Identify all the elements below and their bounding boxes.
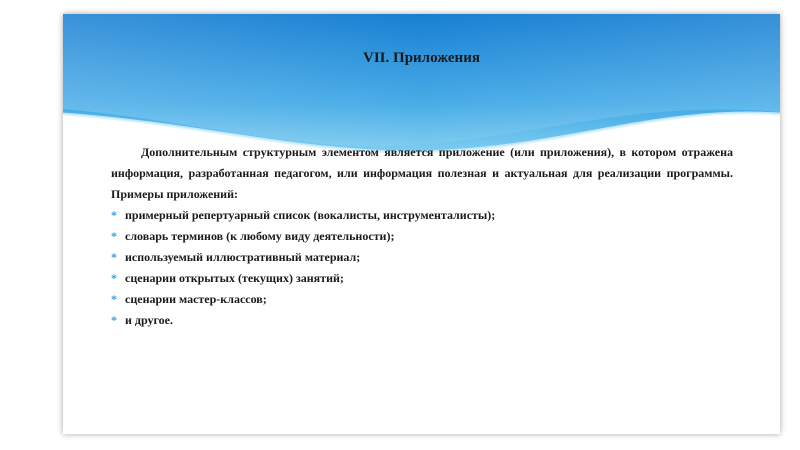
intro-paragraph: Дополнительным структурным элементом является приложение (или приложения), в котором отражена информация, разработанная педагогом, или информация полезная и актуальная для реализации программы. Примеры приложений: — [111, 145, 733, 201]
slide-title: VII. Приложения — [363, 50, 480, 66]
slide-content — [111, 142, 733, 331]
star-bullet-icon: * — [111, 208, 117, 222]
star-bullet-icon: * — [111, 292, 117, 306]
star-bullet-icon: * — [111, 271, 117, 285]
star-bullet-icon: * — [111, 250, 117, 264]
list-item: * сценарии открытых (текущих) занятий; — [111, 268, 733, 289]
star-bullet-icon: * — [111, 229, 117, 243]
list-item: * используемый иллюстративный материал; — [111, 247, 733, 268]
star-bullet-icon: * — [111, 313, 117, 327]
examples-list — [111, 205, 733, 331]
list-item: * сценарии мастер-классов; — [111, 289, 733, 310]
list-item: * и другое. — [111, 310, 733, 331]
slide — [63, 14, 780, 434]
list-item: * примерный репертуарный список (вокалисты, инструменталисты); — [111, 205, 733, 226]
list-item: * словарь терминов (к любому виду деятельности); — [111, 226, 733, 247]
